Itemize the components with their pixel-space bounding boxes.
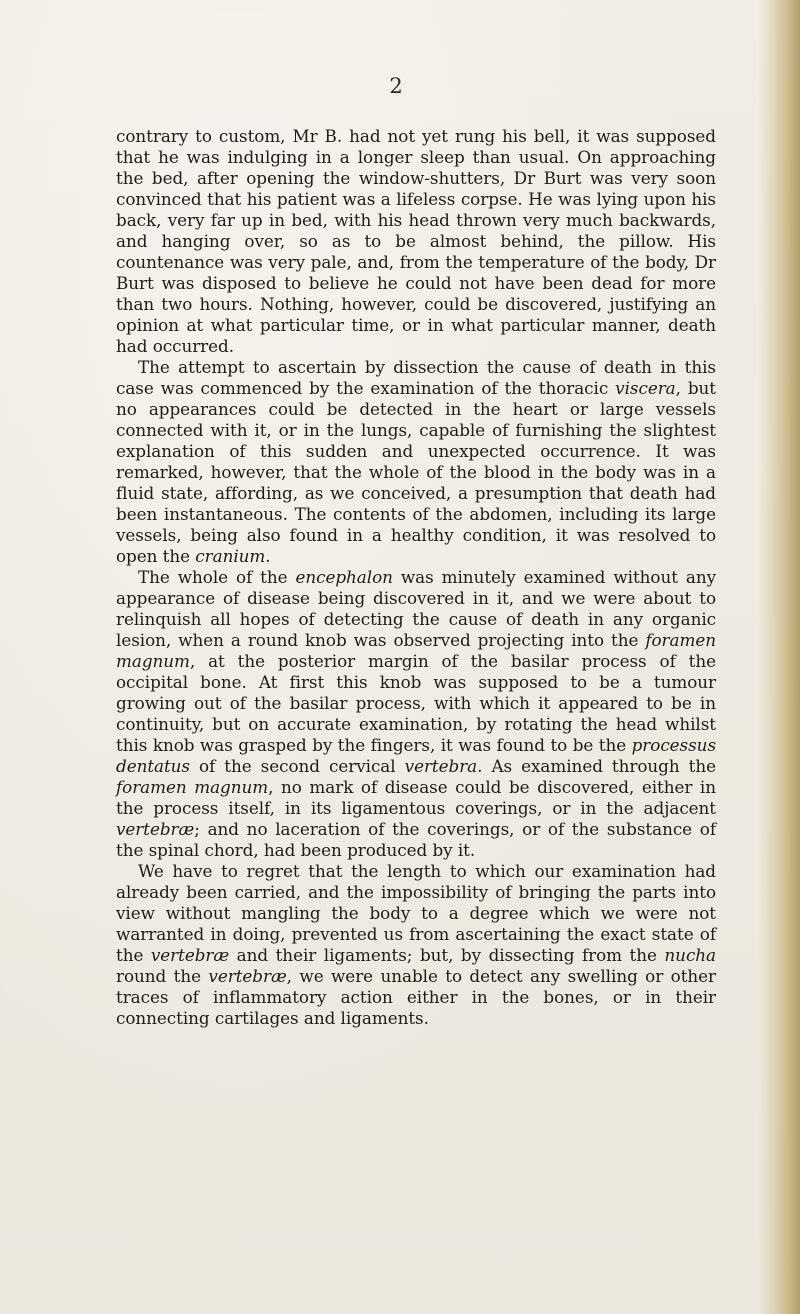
text-run: , no mark of disease could be discovered, either in the process itself, in its ligamentous coverings, or in the adjacent (116, 777, 716, 818)
text-run: The attempt to ascertain by dissection the cause of death in this case was commenced by the examination of the thoracic (116, 357, 716, 398)
italic-term: nucha (664, 945, 716, 965)
text-run: round the (116, 966, 209, 986)
italic-term: cranium (195, 546, 266, 566)
page-number: 2 (389, 74, 403, 98)
text-run: . (265, 546, 271, 566)
italic-term: encephalon (295, 567, 393, 587)
italic-term: vertebræ (150, 945, 230, 965)
body-text (116, 126, 716, 1029)
text-run: We have to regret that the length to which our examination had already been carried, and the impossibility of bringing the parts into view without mangling the body to a degree which we were not warranted in doing, prevented us from ascertaining the exact state of the (116, 861, 716, 965)
text-run: and their ligaments; but, by dissecting from the (229, 945, 665, 965)
text-run: , we were unable to detect any swelling or other traces of inflammatory action either in the bones, or in their connecting cartilages and ligaments. (116, 966, 716, 1028)
text-run: contrary to custom, Mr B. had not yet rung his bell, it was supposed that he was indulging in a longer sleep than usual. On approaching the bed, after opening the window-shutters, Dr Burt was very soon convinced that his patient was a lifeless corpse. He was lying upon his back, very far up in bed, with his head thrown very much backwards, and hanging over, so as to be almost behind, the pillow. His countenance was very pale, and, from the temperature of the body, Dr Burt was disposed to believe he could not have been dead for more than two hours. Nothing, however, could be discovered, justifying an opinion at what particular time, or in what particular manner, death had occurred. (116, 126, 716, 356)
paragraph-3 (116, 567, 716, 861)
text-run: , but no appearances could be detected in the heart or large vessels connected with it, or in the lungs, capable of furnishing the slightest explanation of this sudden and unexpected occurrence. It was remarked, however, that the whole of the blood in the body was in a fluid state, affording, as we conceived, a presumption that death had been instantaneous. The contents of the abdomen, including its large vessels, being also found in a healthy condition, it was resolved to open the (116, 378, 716, 566)
text-run: of the second cervical (190, 756, 405, 776)
italic-term: vertebræ (208, 966, 287, 986)
paragraph-4 (116, 861, 716, 1029)
italic-term: foramen magnum (116, 777, 269, 797)
italic-term: viscera (615, 378, 676, 398)
page-edge-shading (758, 0, 800, 1314)
text-run: ; and no laceration of the coverings, or of the substance of the spinal chord, had been produced by it. (116, 819, 716, 860)
text-run: , at the posterior margin of the basilar process of the occipital bone. At first this knob was supposed to be a tumour growing out of the basilar process, with which it appeared to be in continuity, but on accurate examination, by rotating the head whilst this knob was grasped by the fingers, it was found to be the (116, 651, 716, 755)
italic-term: vertebræ (116, 819, 195, 839)
paragraph-2 (116, 357, 716, 567)
italic-term: processus dentatus (116, 735, 716, 776)
text-run: The whole of the (138, 567, 296, 587)
italic-term: foramen magnum (116, 630, 716, 671)
italic-term: vertebra (404, 756, 478, 776)
text-run: was minutely examined without any appearance of disease being discovered in it, and we were about to relinquish all hopes of detecting the cause of death in any organic lesion, when a round knob was observed projecting into the (116, 567, 717, 650)
paragraph-1 (116, 126, 716, 357)
text-run: . As examined through the (477, 756, 716, 776)
